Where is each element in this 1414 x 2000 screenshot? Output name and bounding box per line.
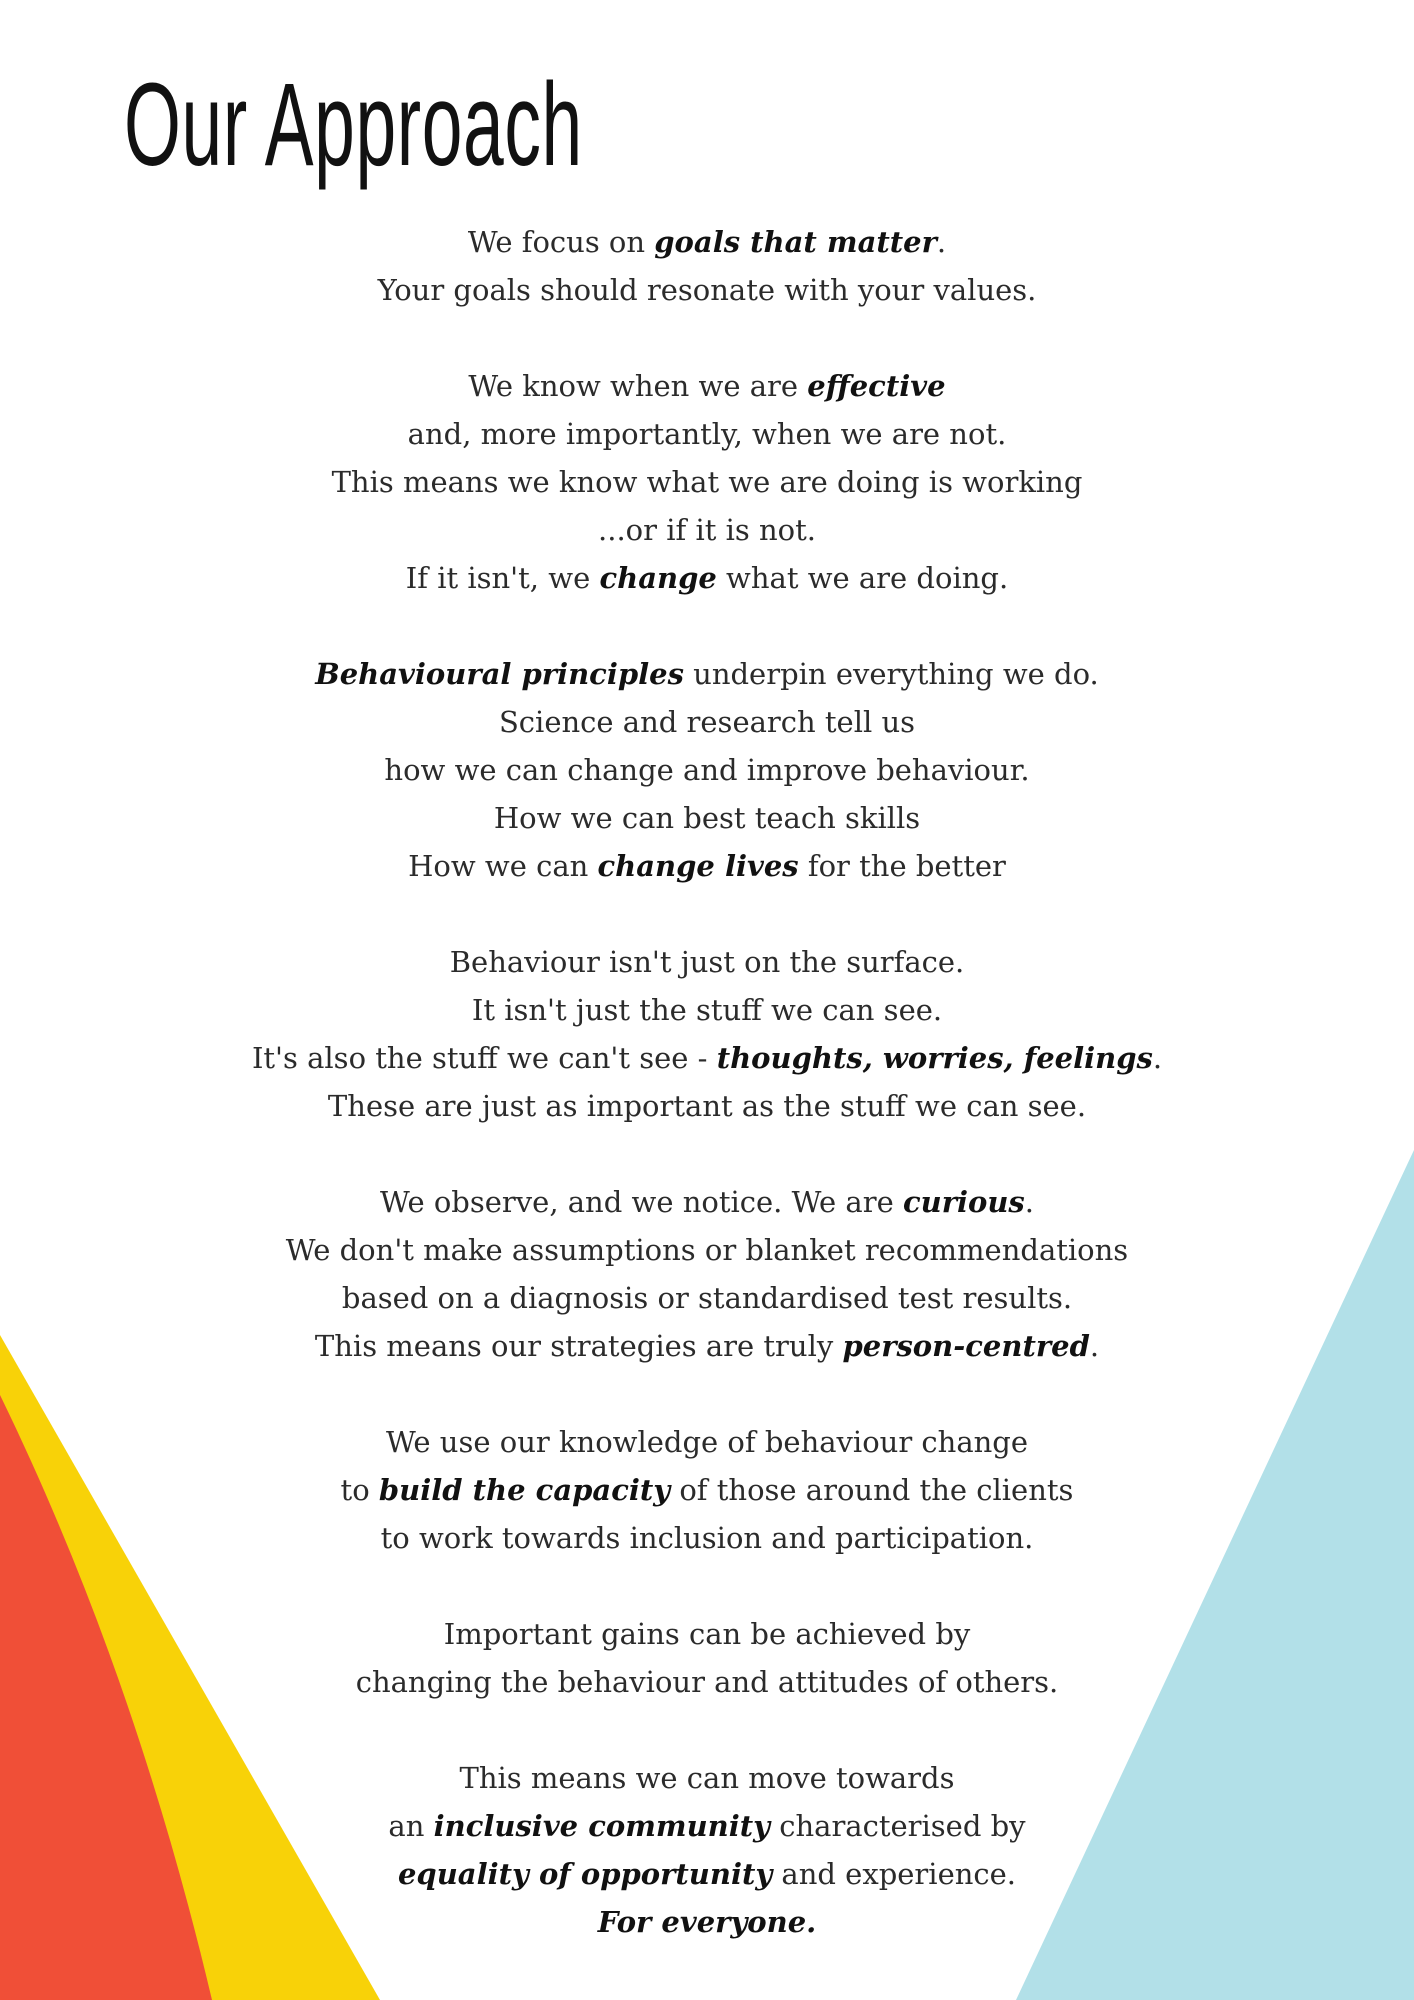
text-segment: It isn't just the stuff we can see.: [471, 993, 943, 1027]
text-segment: characterised by: [770, 1809, 1026, 1843]
text-segment: We observe, and we notice. We are: [380, 1185, 903, 1219]
emphasis-text: build the capacity: [378, 1473, 671, 1507]
text-line: [180, 698, 1234, 746]
text-segment: underpin everything we do.: [683, 657, 1099, 691]
text-segment: Important gains can be achieved by: [443, 1617, 971, 1651]
text-segment: ...or if it is not.: [598, 513, 816, 547]
emphasis-text: Behavioural principles: [315, 657, 684, 691]
text-segment: Your goals should resonate with your values.: [377, 273, 1037, 307]
text-segment: Behaviour isn't just on the surface.: [449, 945, 965, 979]
text-line: [180, 362, 1234, 410]
text-segment: an: [388, 1809, 434, 1843]
text-line: [180, 266, 1234, 314]
paragraph: [180, 218, 1234, 314]
text-line: [180, 1082, 1234, 1130]
text-line: [180, 1274, 1234, 1322]
text-segment: How we can: [408, 849, 598, 883]
text-line: [180, 506, 1234, 554]
text-line: [180, 1802, 1234, 1850]
emphasis-text: For everyone.: [597, 1905, 817, 1939]
text-line: [180, 218, 1234, 266]
text-segment: This means we can move towards: [459, 1761, 955, 1795]
text-segment: and experience.: [772, 1857, 1017, 1891]
text-segment: We know when we are: [468, 369, 808, 403]
text-segment: We focus on: [467, 225, 655, 259]
page-title: Our Approach: [124, 59, 583, 191]
text-line: [180, 1850, 1234, 1898]
text-line: [180, 410, 1234, 458]
text-line: [180, 1898, 1234, 1946]
text-segment: .: [936, 225, 947, 259]
paragraph: [180, 1610, 1234, 1706]
text-segment: We use our knowledge of behaviour change: [385, 1425, 1029, 1459]
text-line: [180, 986, 1234, 1034]
text-line: [180, 554, 1234, 602]
text-line: [180, 1610, 1234, 1658]
text-line: [180, 1514, 1234, 1562]
text-line: [180, 650, 1234, 698]
emphasis-text: curious: [902, 1185, 1025, 1219]
text-segment: to work towards inclusion and participation.: [380, 1521, 1034, 1555]
text-segment: based on a diagnosis or standardised test results.: [341, 1281, 1073, 1315]
paragraph: [180, 938, 1234, 1130]
text-line: [180, 1658, 1234, 1706]
emphasis-text: change lives: [597, 849, 799, 883]
text-segment: These are just as important as the stuff we can see.: [327, 1089, 1087, 1123]
text-line: [180, 794, 1234, 842]
emphasis-text: goals that matter: [654, 225, 937, 259]
text-segment: If it isn't, we: [405, 561, 600, 595]
emphasis-text: effective: [807, 369, 946, 403]
text-segment: This means we know what we are doing is working: [331, 465, 1083, 499]
paragraph: [180, 1754, 1234, 1946]
text-segment: and, more importantly, when we are not.: [407, 417, 1007, 451]
text-segment: This means our strategies are truly: [314, 1329, 843, 1363]
text-line: [180, 1226, 1234, 1274]
text-segment: .: [1024, 1185, 1034, 1219]
emphasis-text: inclusive community: [433, 1809, 771, 1843]
text-line: [180, 1034, 1234, 1082]
emphasis-text: equality of opportunity: [397, 1857, 773, 1891]
text-line: [180, 1754, 1234, 1802]
text-segment: what we are doing.: [716, 561, 1009, 595]
text-segment: .: [1152, 1041, 1163, 1075]
text-segment: It's also the stuff we can't see -: [251, 1041, 717, 1075]
text-segment: changing the behaviour and attitudes of others.: [355, 1665, 1059, 1699]
paragraph: [180, 362, 1234, 602]
text-segment: How we can best teach skills: [493, 801, 921, 835]
emphasis-text: thoughts, worries, feelings: [716, 1041, 1153, 1075]
text-line: [180, 458, 1234, 506]
text-line: [180, 1418, 1234, 1466]
text-line: [180, 1466, 1234, 1514]
text-segment: to: [340, 1473, 379, 1507]
text-line: [180, 746, 1234, 794]
text-line: [180, 842, 1234, 890]
paragraph: [180, 1178, 1234, 1370]
emphasis-text: change: [599, 561, 717, 595]
emphasis-text: person-centred: [842, 1329, 1090, 1363]
text-segment: of those around the clients: [670, 1473, 1074, 1507]
body-text: [180, 218, 1234, 1994]
text-segment: We don't make assumptions or blanket recommendations: [285, 1233, 1129, 1267]
text-line: [180, 1178, 1234, 1226]
text-segment: Science and research tell us: [498, 705, 916, 739]
paragraph: [180, 650, 1234, 890]
text-segment: how we can change and improve behaviour.: [384, 753, 1030, 787]
text-line: [180, 1322, 1234, 1370]
paragraph: [180, 1418, 1234, 1562]
text-line: [180, 938, 1234, 986]
text-segment: .: [1089, 1329, 1100, 1363]
text-segment: for the better: [798, 849, 1006, 883]
